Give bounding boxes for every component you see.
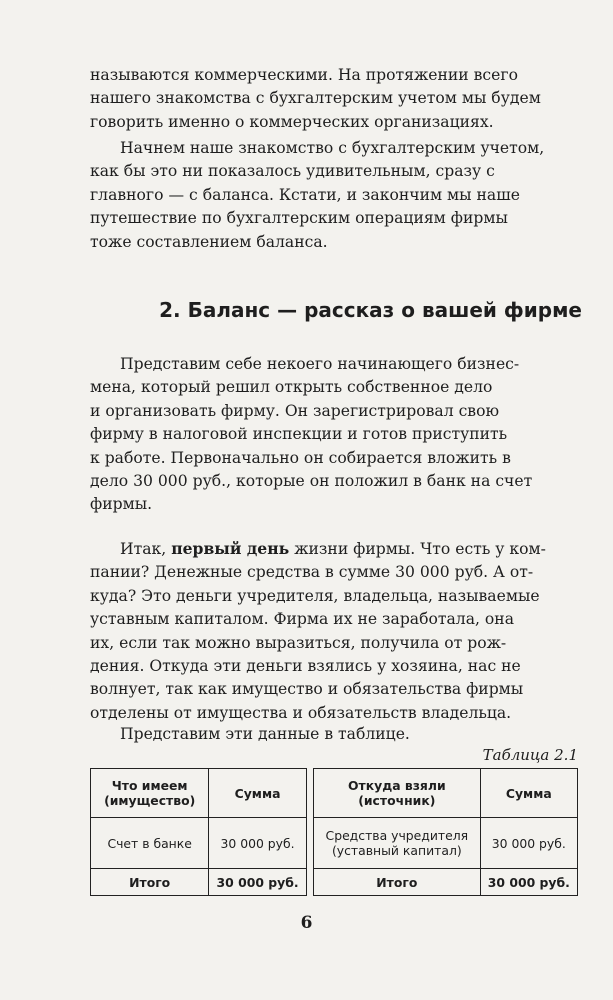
paragraph-2 [90, 137, 582, 254]
table-total-row [91, 869, 578, 896]
text-line: нашего знакомства с бухгалтерским учетом мы будем [90, 89, 541, 108]
text-line: отделены от имущества и обязательств владельца. [90, 703, 512, 722]
paragraph-4 [90, 537, 582, 725]
column-gap [306, 818, 313, 869]
text-line: путешествие по бухгалтерским операциям фирмы [90, 209, 508, 228]
text-line: мена, который решил открыть собственное дело [90, 378, 493, 397]
total-cell: 30 000 руб. [209, 869, 306, 896]
paragraph-5 [90, 723, 582, 746]
text-line: к работе. Первоначально он собирается вложить в [90, 448, 511, 467]
text-line: куда? Это деньги учредителя, владельца, называемые [90, 586, 540, 605]
text-line: фирмы. [90, 495, 153, 514]
text-line: дения. Откуда эти деньги взялись у хозяина, нас не [90, 657, 521, 676]
section-heading: 2. Баланс — рассказ о вашей фирме [159, 298, 582, 322]
total-cell: 30 000 руб. [480, 869, 577, 896]
balance-table [90, 768, 578, 896]
paragraph-3 [90, 353, 582, 517]
table-header-row [91, 769, 578, 818]
text-line: волнует, так как имущество и обязательства фирмы [90, 680, 524, 699]
text-line [90, 537, 582, 561]
table-cell: Средства учредителя (уставный капитал) [314, 818, 481, 869]
text-line: их, если так можно выразиться, получила от рож- [90, 633, 507, 652]
text-line: Начнем наше знакомство с бухгалтерским учетом, [120, 139, 545, 157]
text-line: пании? Денежные средства в сумме 30 000 руб. А от- [90, 563, 534, 582]
total-cell: Итого [314, 869, 481, 896]
text-line: уставным капиталом. Фирма их не заработала, она [90, 610, 514, 629]
text-line: и организовать фирму. Он зарегистрировал свою [90, 401, 500, 420]
text-line: как бы это ни показалось удивительным, сразу с [90, 162, 495, 181]
text-line: главного — с баланса. Кстати, и закончим мы наше [90, 185, 520, 204]
text-line: фирму в налоговой инспекции и готов приступить [90, 425, 508, 444]
text-line: Представим себе некоего начинающего бизнес- [120, 355, 520, 373]
table-cell: 30 000 руб. [480, 818, 577, 869]
header-cell: Сумма [209, 769, 306, 818]
text-run: жизни фирмы. Что есть у ком- [294, 540, 546, 558]
emphasis-first-day: первый день [171, 539, 290, 558]
text-line: говорить именно о коммерческих организациях. [90, 112, 494, 131]
header-cell: Откуда взяли (источник) [314, 769, 481, 818]
table-cell: 30 000 руб. [209, 818, 306, 869]
text-run: Итак, [120, 540, 167, 558]
table-cell: Счет в банке [91, 818, 209, 869]
text-line: тоже составлением баланса. [90, 232, 328, 251]
column-gap [306, 869, 313, 896]
table-caption: Таблица 2.1 [482, 746, 578, 764]
text-line: Представим эти данные в таблице. [120, 725, 410, 743]
total-cell: Итого [91, 869, 209, 896]
paragraph-1 [90, 64, 582, 134]
column-gap [306, 769, 313, 818]
text-line: называются коммерческими. На протяжении всего [90, 66, 518, 84]
header-cell: Сумма [480, 769, 577, 818]
page-number: 6 [300, 913, 313, 933]
header-cell: Что имеем (имущество) [91, 769, 209, 818]
table-row [91, 818, 578, 869]
text-line: дело 30 000 руб., которые он положил в банк на счет [90, 472, 533, 491]
